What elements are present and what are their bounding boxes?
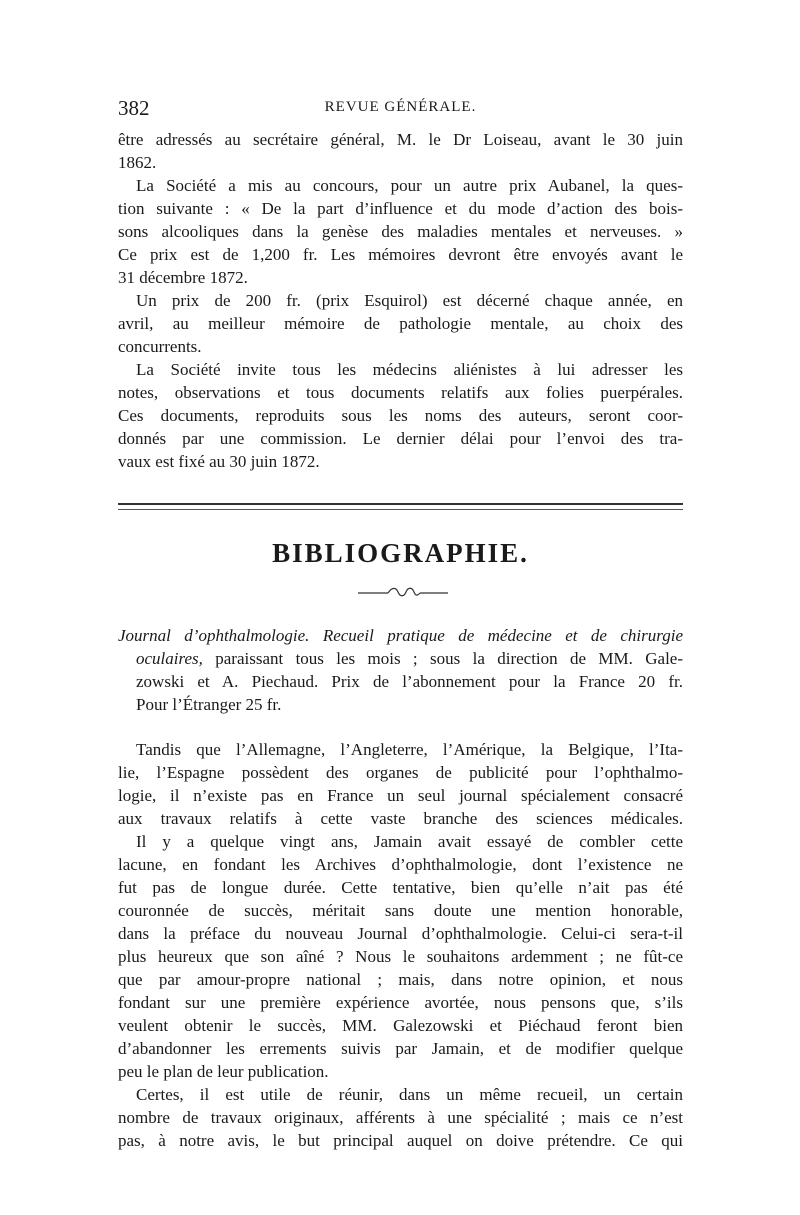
text-line: être adressés au secrétaire général, M. le Dr Loiseau, avant le 30 juin bbox=[118, 130, 683, 149]
text-line: La Société invite tous les médecins aliénistes à lui adresser les bbox=[136, 360, 683, 379]
text-line: sons alcooliques dans la genèse des maladies mentales et nerveuses. » bbox=[118, 222, 683, 241]
text-line: fondant sur une première expérience avortée, nous pensons que, s’ils bbox=[118, 993, 683, 1012]
text-line: couronnée de succès, méritait sans doute une mention honorable, bbox=[118, 901, 683, 920]
review-body bbox=[118, 738, 683, 1152]
text-line: nombre de travaux originaux, afférents à une spécialité ; mais ce n’est bbox=[118, 1108, 683, 1127]
citation-publication-info: paraissant tous les mois ; sous la direction de MM. Gale- bbox=[202, 649, 683, 668]
text-line: Un prix de 200 fr. (prix Esquirol) est décerné chaque année, en bbox=[136, 291, 683, 310]
text-line: vaux est fixé au 30 juin 1872. bbox=[118, 452, 320, 471]
text-line: que par amour-propre national ; mais, dans notre opinion, et nous bbox=[118, 970, 683, 989]
text-line: Ce prix est de 1,200 fr. Les mémoires devront être envoyés avant le bbox=[118, 245, 683, 264]
text-line: Tandis que l’Allemagne, l’Angleterre, l’Amérique, la Belgique, l’Ita- bbox=[136, 740, 683, 759]
text-line: 31 décembre 1872. bbox=[118, 268, 248, 287]
text-line: fut pas de longue durée. Cette tentative, bien qu’elle n’ait pas été bbox=[118, 878, 683, 897]
text-line: lacune, en fondant les Archives d’ophthalmologie, dont l’existence ne bbox=[118, 855, 683, 874]
section-title: BIBLIOGRAPHIE. bbox=[272, 538, 529, 568]
citation-subtitle-end: oculaires, bbox=[136, 649, 203, 668]
text-line: d’abandonner les errements suivis par Jamain, et de modifier quelque bbox=[118, 1039, 683, 1058]
text-line: peu le plan de leur publication. bbox=[118, 1062, 329, 1081]
section-divider-thick bbox=[118, 503, 683, 505]
text-line: veulent obtenir le succès, MM. Galezowski et Piéchaud feront bien bbox=[118, 1016, 683, 1035]
text-line: Certes, il est utile de réunir, dans un même recueil, un certain bbox=[136, 1085, 683, 1104]
text-line: La Société a mis au concours, pour un autre prix Aubanel, la ques- bbox=[136, 176, 683, 195]
citation-line-2 bbox=[118, 647, 683, 670]
text-line: pas, à notre avis, le but principal auquel on doive prétendre. Ce qui bbox=[118, 1131, 683, 1150]
bibliography-entry bbox=[118, 624, 683, 716]
text-line: 1862. bbox=[118, 153, 157, 172]
text-line: notes, observations et tous documents relatifs aux folies puerpérales. bbox=[118, 383, 683, 402]
page-number: 382 bbox=[118, 96, 150, 120]
text-line: avril, au meilleur mémoire de pathologie mentale, au choix des bbox=[118, 314, 683, 333]
text-line: lie, l’Espagne possèdent des organes de publicité pour l’ophthalmo- bbox=[118, 763, 683, 782]
text-line: tion suivante : « De la part d’influence et du mode d’action des bois- bbox=[118, 199, 683, 218]
text-line: Il y a quelque vingt ans, Jamain avait essayé de combler cette bbox=[136, 832, 683, 851]
text-line: donnés par une commission. Le dernier délai pour l’envoi des tra- bbox=[118, 429, 683, 448]
text-line: plus heureux que son aîné ? Nous le souhaitons ardemment ; ne fût-ce bbox=[118, 947, 683, 966]
text-line: Ces documents, reproduits sous les noms des auteurs, seront coor- bbox=[118, 406, 683, 425]
citation-line-4: Pour l’Étranger 25 fr. bbox=[136, 695, 282, 714]
text-line: logie, il n’existe pas en France un seul journal spécialement consacré bbox=[118, 786, 683, 805]
text-line: concurrents. bbox=[118, 337, 202, 356]
section-divider-thin bbox=[118, 509, 683, 510]
ornament-flourish-icon bbox=[358, 585, 448, 599]
citation-journal-title: Journal d’ophthalmologie. Recueil pratique de médecine et de chirurgie bbox=[118, 626, 683, 645]
top-paragraphs bbox=[118, 128, 683, 473]
citation-line-3: zowski et A. Piechaud. Prix de l’abonnement pour la France 20 fr. bbox=[136, 672, 683, 691]
text-line: dans la préface du nouveau Journal d’ophthalmologie. Celui-ci sera-t-il bbox=[118, 924, 683, 943]
text-line: aux travaux relatifs à cette vaste branche des sciences médicales. bbox=[118, 809, 683, 828]
running-head: REVUE GÉNÉRALE. bbox=[324, 99, 477, 115]
page-header bbox=[118, 96, 683, 122]
